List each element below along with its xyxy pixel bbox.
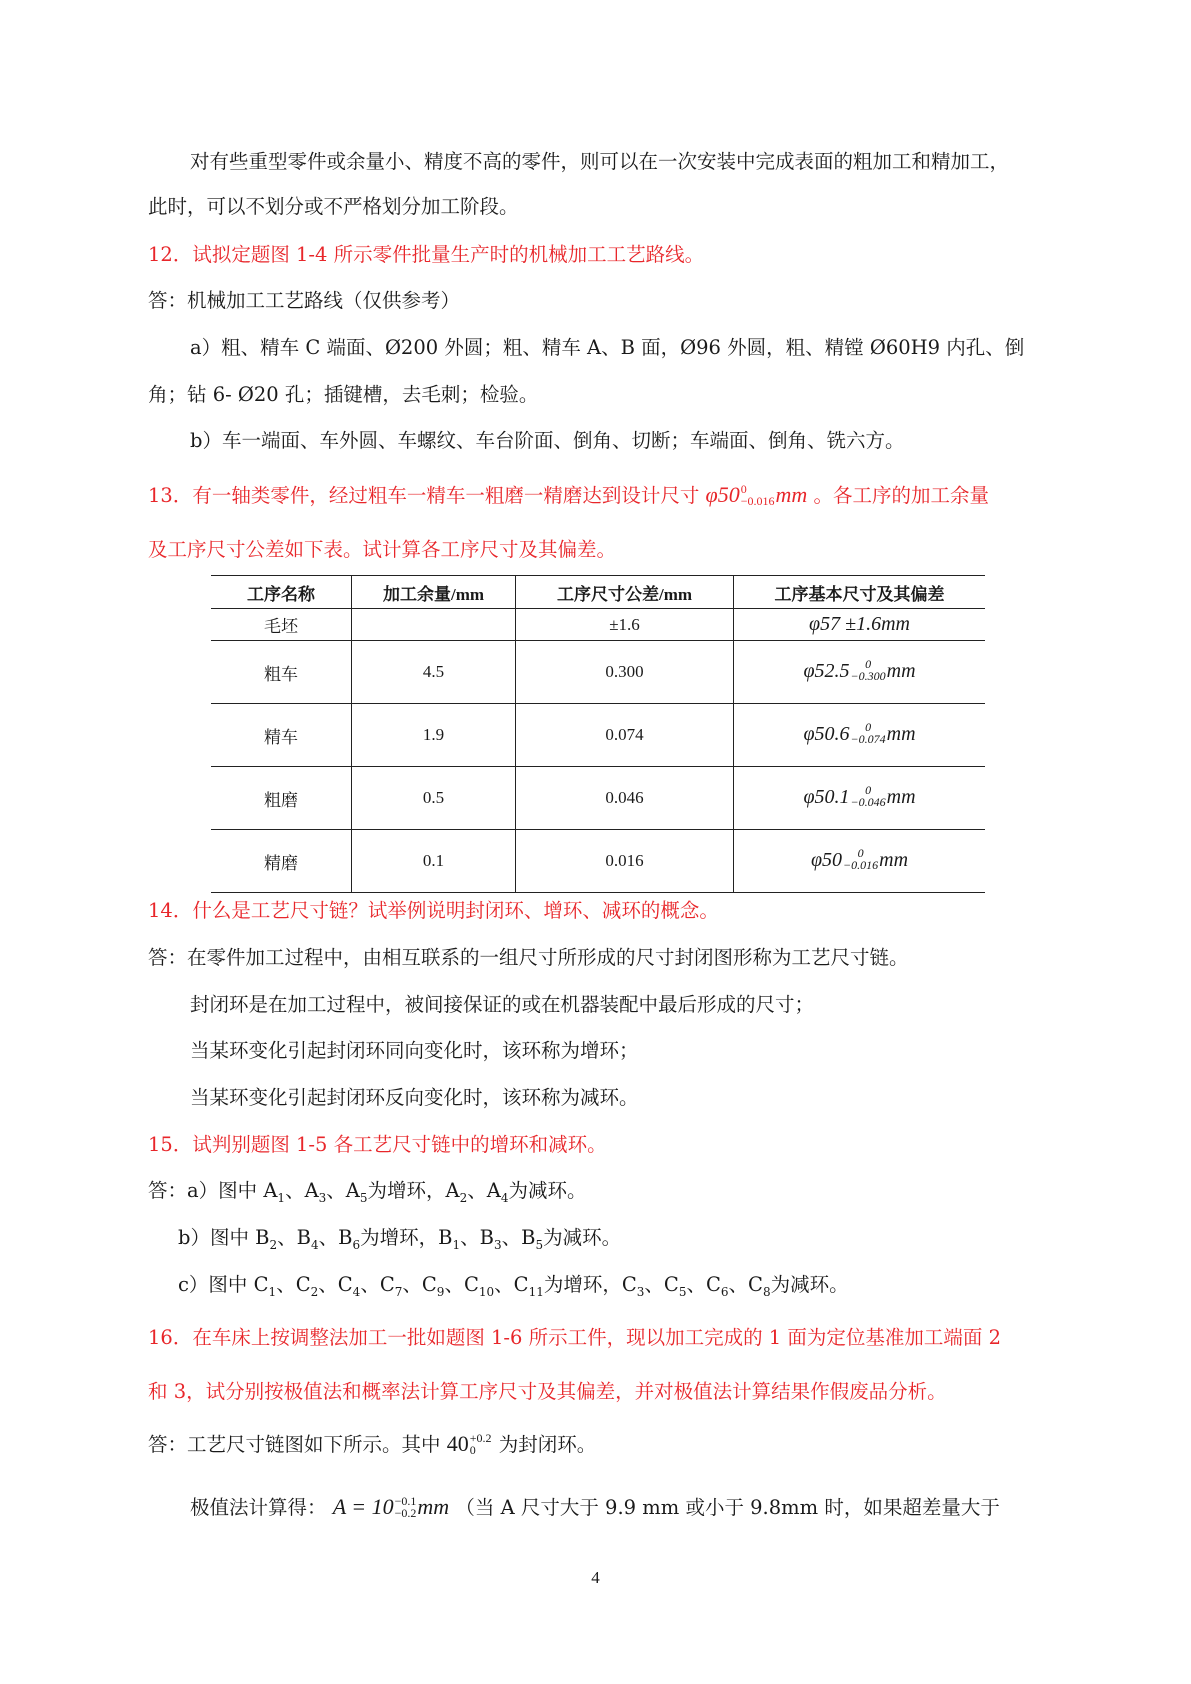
- cell-process-name: 精磨: [264, 853, 298, 873]
- answer-16-line2: [190, 1494, 1000, 1521]
- question-14: 14．什么是工艺尺寸链？试举例说明封闭环、增环、减环的概念。: [148, 899, 719, 922]
- upper-deviation: 0: [740, 481, 747, 496]
- subscript: 3: [493, 1237, 502, 1252]
- subscript: 9: [436, 1284, 445, 1299]
- answer-15-c: [178, 1272, 849, 1305]
- subscript: 4: [500, 1190, 509, 1205]
- header-process-name: 工序名称: [247, 584, 315, 604]
- answer-15-a: [148, 1178, 587, 1211]
- table-row: [211, 641, 985, 704]
- text: 、B: [460, 1226, 494, 1249]
- subscript: 5: [535, 1237, 544, 1252]
- text: 、C: [728, 1273, 763, 1296]
- lower-deviation: −0.016: [843, 858, 879, 873]
- text: 为增环，B: [360, 1226, 453, 1249]
- header-tolerance: 工序尺寸公差/mm: [516, 576, 734, 609]
- dimension-unit: mm: [886, 722, 916, 745]
- lower-deviation: −0.2: [394, 1505, 417, 1520]
- answer-12-a-line1: a）粗、精车 C 端面、Ø200 外圆；粗、精车 A、B 面，Ø96 外圆，粗、精镗 Ø60H9 内孔、倒: [190, 336, 1025, 359]
- unit: mm: [775, 482, 808, 507]
- subscript: 8: [762, 1284, 771, 1299]
- text: 为减环。: [508, 1179, 587, 1202]
- cell-dimension: [734, 641, 986, 704]
- answer-12: 答：机械加工工艺路线（仅供参考）: [148, 289, 461, 312]
- closed-ring-tolerance: [470, 1432, 492, 1456]
- text: 极值法计算得：: [190, 1496, 327, 1519]
- question-13-text: 13．有一轴类零件，经过粗车一精车一粗磨一精磨达到设计尺寸: [148, 484, 700, 507]
- subscript: 2: [269, 1237, 278, 1252]
- cell-tolerance: 0.016: [516, 830, 734, 893]
- closed-ring-dimension: 40: [446, 1431, 469, 1456]
- subscript: 4: [352, 1284, 361, 1299]
- text: 、B: [277, 1226, 311, 1249]
- text: 、A: [467, 1179, 501, 1202]
- upper-deviation: 0: [865, 657, 872, 672]
- unit: mm: [417, 1494, 450, 1519]
- design-dimension: φ50: [705, 482, 740, 507]
- subscript: 10: [478, 1284, 495, 1299]
- dimension-unit: mm: [879, 848, 909, 871]
- dimension-base: φ50.6: [803, 722, 850, 745]
- subscript: 1: [277, 1190, 286, 1205]
- cell-allowance: 0.5: [352, 767, 516, 830]
- table-row: [211, 704, 985, 767]
- dimension-tolerance: [851, 784, 886, 808]
- question-13-text-tail: 。各工序的加工余量: [813, 484, 989, 507]
- table-row: [211, 767, 985, 830]
- dimension-tolerance: [843, 847, 878, 871]
- cell-allowance: 1.9: [352, 704, 516, 767]
- subscript: 5: [359, 1190, 368, 1205]
- subscript: 5: [678, 1284, 687, 1299]
- lower-deviation: −0.016: [740, 493, 775, 508]
- text: 、C: [686, 1273, 721, 1296]
- table-header-row: [211, 576, 985, 609]
- upper-deviation: 0: [857, 846, 864, 861]
- lower-deviation: −0.046: [850, 795, 886, 810]
- text: 、A: [326, 1179, 360, 1202]
- question-12: 12．试拟定题图 1-4 所示零件批量生产时的机械加工工艺路线。: [148, 243, 705, 266]
- cell-tolerance: ±1.6: [516, 609, 734, 641]
- page-number: 4: [591, 1568, 600, 1587]
- dimension-base: φ52.5: [803, 659, 850, 682]
- text: 、C: [444, 1273, 479, 1296]
- dimension-unit: mm: [886, 785, 916, 808]
- text: 、C: [276, 1273, 311, 1296]
- result-formula: A = 10: [332, 1494, 394, 1519]
- lower-deviation: 0: [469, 1442, 476, 1457]
- cell-tolerance: 0.046: [516, 767, 734, 830]
- cell-dimension: [734, 830, 986, 893]
- subscript: 7: [394, 1284, 403, 1299]
- answer-14-line4: 当某环变化引起封闭环反向变化时，该环称为减环。: [190, 1086, 639, 1109]
- question-13-line2: 及工序尺寸公差如下表。试计算各工序尺寸及其偏差。: [148, 538, 617, 561]
- lower-deviation: −0.300: [850, 669, 886, 684]
- cell-allowance: [352, 609, 516, 641]
- cell-process-name: 粗磨: [264, 790, 298, 810]
- text: 、C: [402, 1273, 437, 1296]
- subscript: 11: [528, 1284, 544, 1299]
- text: 为减环。: [770, 1273, 849, 1296]
- dimension-tolerance: [851, 658, 886, 682]
- subscript: 1: [452, 1237, 461, 1252]
- cell-tolerance: 0.300: [516, 641, 734, 704]
- answer-14-line1: 答：在零件加工过程中，由相互联系的一组尺寸所形成的尺寸封闭图形称为工艺尺寸链。: [148, 946, 909, 969]
- header-dimension: 工序基本尺寸及其偏差: [734, 576, 986, 609]
- upper-deviation: −0.1: [394, 1493, 417, 1508]
- text: 答：工艺尺寸链图如下所示。其中: [148, 1433, 441, 1456]
- subscript: 4: [311, 1237, 319, 1252]
- text: 、C: [494, 1273, 529, 1296]
- dimension-base: φ57 ±1.6: [809, 613, 882, 635]
- cell-dimension: [734, 767, 986, 830]
- cell-dimension: [734, 704, 986, 767]
- subscript: 2: [310, 1284, 319, 1299]
- cell-process-name: 粗车: [264, 664, 298, 684]
- answer-12-a-line2: 角；钻 6- Ø20 孔；插键槽，去毛刺；检验。: [148, 383, 539, 406]
- text: 、C: [318, 1273, 353, 1296]
- paragraph-text: 对有些重型零件或余量小、精度不高的零件，则可以在一次安装中完成表面的粗加工和精加工，: [190, 150, 1010, 173]
- paragraph-text: 此时，可以不划分或不严格划分加工阶段。: [148, 195, 519, 218]
- design-tolerance: [741, 483, 775, 507]
- cell-tolerance: 0.074: [516, 704, 734, 767]
- cell-process-name: 毛坯: [264, 617, 298, 636]
- cell-allowance: 4.5: [352, 641, 516, 704]
- question-15: 15．试判别题图 1-5 各工艺尺寸链中的增环和减环。: [148, 1133, 607, 1156]
- cell-dimension: [734, 609, 986, 641]
- dimension-unit: mm: [881, 613, 910, 635]
- answer-15-b: [178, 1225, 621, 1258]
- text: b）图中 B: [178, 1226, 270, 1249]
- subscript: 3: [318, 1190, 327, 1205]
- cell-process-name: 精车: [264, 727, 298, 747]
- subscript: 6: [720, 1284, 729, 1299]
- text: 为封闭环。: [498, 1433, 597, 1456]
- subscript: 3: [636, 1284, 645, 1299]
- answer-16-line1: [148, 1431, 596, 1458]
- process-table: [211, 575, 985, 893]
- dimension-base: φ50.1: [803, 785, 850, 808]
- subscript: 1: [268, 1284, 277, 1299]
- header-allowance: 加工余量/mm: [352, 576, 516, 609]
- answer-14-line3: 当某环变化引起封闭环同向变化时，该环称为增环；: [190, 1039, 639, 1062]
- upper-deviation: 0: [865, 783, 872, 798]
- upper-deviation: 0: [865, 720, 872, 735]
- subscript: 2: [459, 1190, 468, 1205]
- dimension-tolerance: [851, 721, 886, 745]
- text: 为增环，A: [367, 1179, 460, 1202]
- text: 、B: [318, 1226, 353, 1249]
- lower-deviation: −0.074: [850, 732, 886, 747]
- upper-deviation: +0.2: [469, 1430, 492, 1445]
- answer-12-b: b）车一端面、车外圆、车螺纹、车台阶面、倒角、切断；车端面、倒角、铣六方。: [190, 429, 905, 452]
- text: 、B: [501, 1226, 536, 1249]
- table-row: [211, 830, 985, 893]
- question-16-line1: 16．在车床上按调整法加工一批如题图 1-6 所示工件，现以加工完成的 1 面为定位基准加工端面 2: [148, 1326, 1002, 1349]
- answer-14-line2: 封闭环是在加工过程中，被间接保证的或在机器装配中最后形成的尺寸；: [190, 993, 815, 1016]
- table-row: [211, 609, 985, 641]
- question-16-line2: 和 3，试分别按极值法和概率法计算工序尺寸及其偏差，并对极值法计算结果作假废品分析。: [148, 1380, 947, 1403]
- question-13-line1: [148, 482, 989, 509]
- dimension-unit: mm: [886, 659, 916, 682]
- dimension-base: φ50: [810, 848, 843, 871]
- subscript: 6: [352, 1237, 361, 1252]
- text: 答：a）图中 A: [148, 1179, 278, 1202]
- text: （当 A 尺寸大于 9.9 mm 或小于 9.8mm 时，如果超差量大于: [455, 1496, 1000, 1519]
- cell-allowance: 0.1: [352, 830, 516, 893]
- result-tolerance: [395, 1495, 417, 1519]
- text: c）图中 C: [178, 1273, 269, 1296]
- text: 、A: [285, 1179, 319, 1202]
- text: 为减环。: [543, 1226, 622, 1249]
- text: 为增环，C: [543, 1273, 637, 1296]
- text: 、C: [644, 1273, 679, 1296]
- text: 、C: [360, 1273, 395, 1296]
